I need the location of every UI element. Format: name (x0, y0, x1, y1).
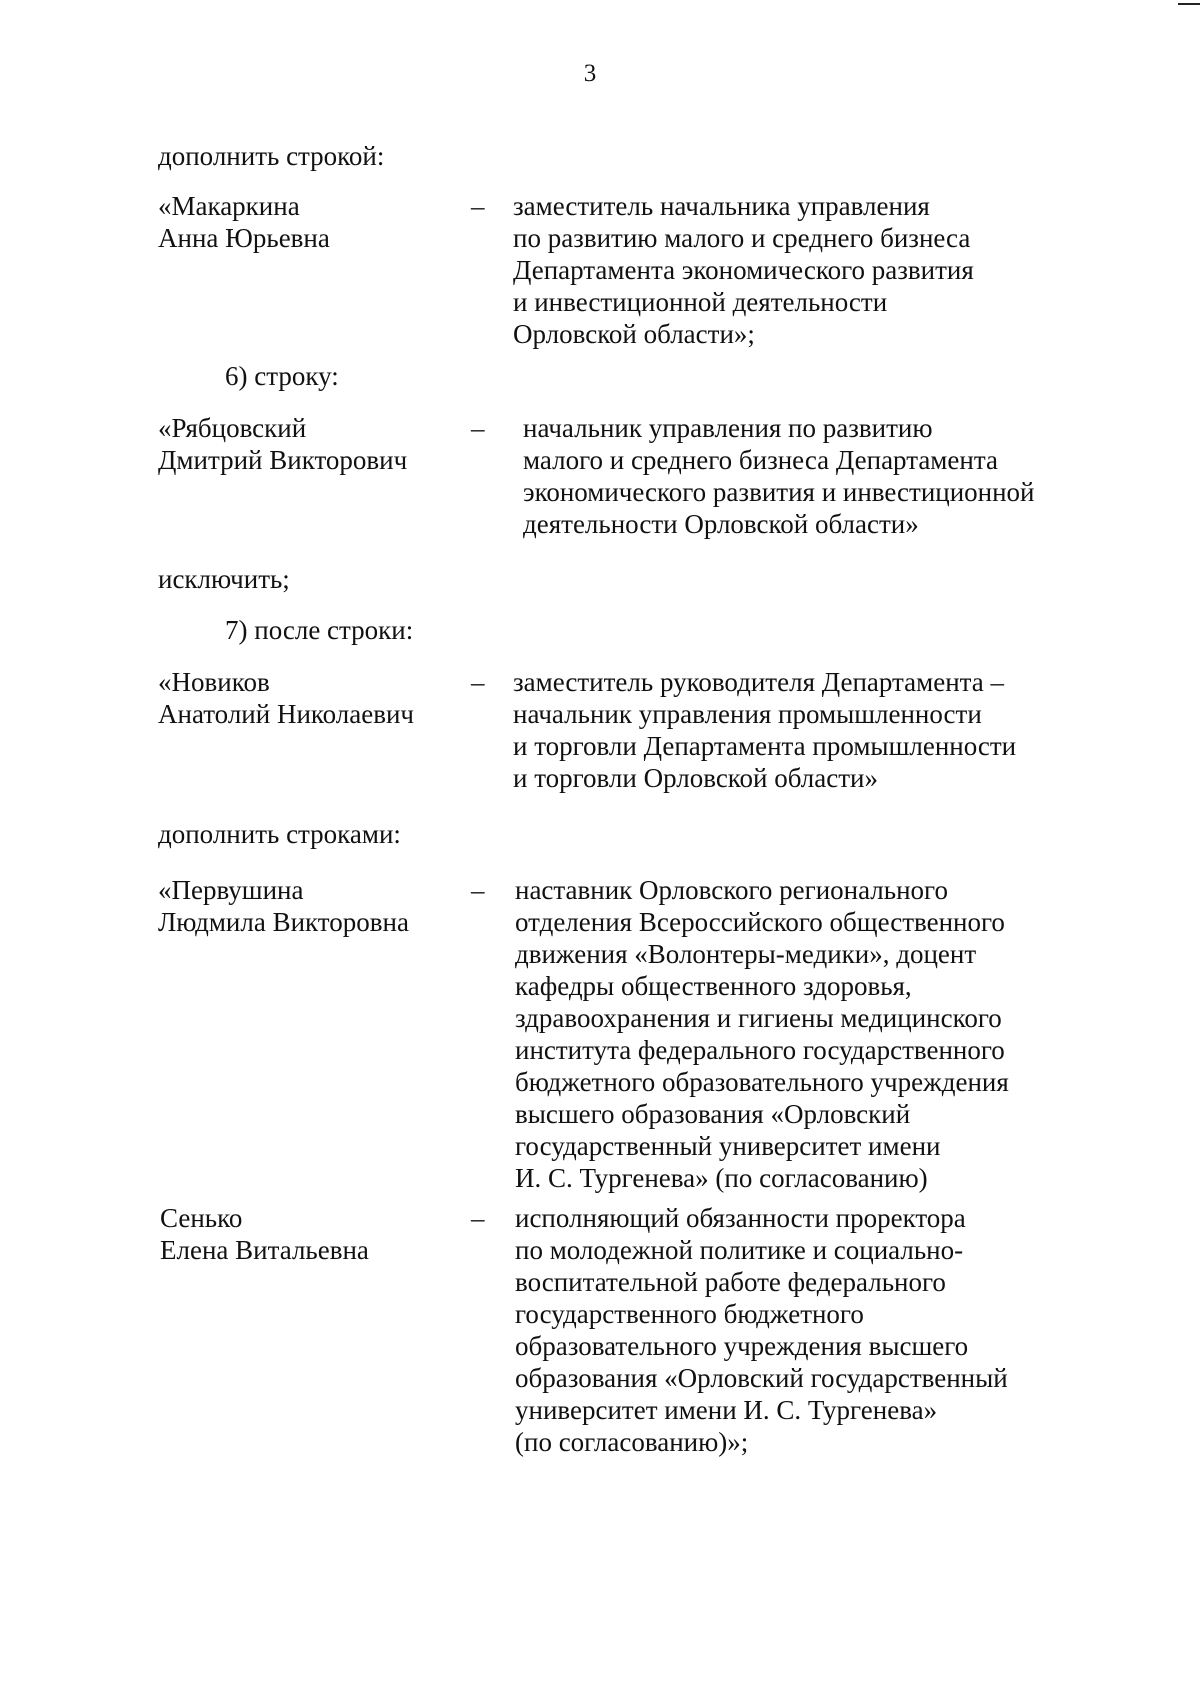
position-line: кафедры общественного здоровья, (515, 971, 912, 1001)
instruction-exclude: исключить; (158, 564, 290, 594)
position-line: высшего образования «Орловский (515, 1099, 911, 1129)
position-line: начальник управления по развитию (523, 413, 933, 443)
position-line: и инвестиционной деятельности (513, 287, 888, 317)
name-line: Елена Витальевна (160, 1235, 369, 1265)
name-line: Дмитрий Викторович (158, 445, 408, 475)
instruction-add-line: дополнить строкой: (158, 141, 385, 171)
dash-separator: – (471, 875, 485, 905)
position-line: государственного бюджетного (515, 1299, 864, 1329)
position-line: и торговли Орловской области» (513, 763, 879, 793)
position-line: Орловской области»; (513, 319, 755, 349)
position-ryabtsovsky (523, 412, 1035, 540)
person-name-ryabtsovsky (158, 412, 407, 476)
name-line: Анна Юрьевна (158, 223, 330, 253)
name-line: «Макаркина (158, 191, 300, 221)
instruction-add-lines: дополнить строками: (158, 819, 401, 849)
position-line: по развитию малого и среднего бизнеса (513, 223, 971, 253)
position-line: движения «Волонтеры-медики», доцент (515, 939, 977, 969)
position-line: государственный университет имени (515, 1131, 941, 1161)
position-line: образовательного учреждения высшего (515, 1331, 969, 1361)
position-line: здравоохранения и гигиены медицинского (515, 1003, 1002, 1033)
position-line: экономического развития и инвестиционной (523, 477, 1035, 507)
person-name-novikov (158, 666, 414, 730)
position-line: И. С. Тургенева» (по согласованию) (515, 1163, 928, 1193)
position-line: по молодежной политике и социально- (515, 1235, 964, 1265)
position-makarkina (513, 190, 974, 350)
position-novikov (513, 666, 1016, 794)
scan-edge-mark (1178, 3, 1200, 5)
page-number: 3 (583, 60, 597, 87)
position-line: Департамента экономического развития (513, 255, 974, 285)
position-line: наставник Орловского регионального (515, 875, 948, 905)
name-line: Людмила Викторовна (158, 907, 409, 937)
position-line: (по согласованию)»; (515, 1427, 749, 1457)
position-line: начальник управления промышленности (513, 699, 982, 729)
position-line: и торговли Департамента промышленности (513, 731, 1017, 761)
name-line: «Первушина (158, 875, 304, 905)
position-line: образования «Орловский государственный (515, 1363, 1008, 1393)
item-6-heading: 6) строку: (225, 361, 339, 391)
person-name-senko (160, 1202, 369, 1266)
name-line: «Новиков (158, 667, 270, 697)
position-line: университет имени И. С. Тургенева» (515, 1395, 938, 1425)
position-line: заместитель начальника управления (513, 191, 930, 221)
position-line: заместитель руководителя Департамента – (513, 667, 1005, 697)
item-7-heading: 7) после строки: (225, 615, 414, 645)
person-name-makarkina (158, 190, 330, 254)
position-pervushina (515, 874, 1009, 1194)
position-line: деятельности Орловской области» (523, 509, 919, 539)
dash-separator: – (471, 191, 485, 221)
position-line: бюджетного образовательного учреждения (515, 1067, 1009, 1097)
position-line: малого и среднего бизнеса Департамента (523, 445, 998, 475)
name-line: Сенько (160, 1203, 243, 1233)
person-name-pervushina (158, 874, 409, 938)
position-line: отделения Всероссийского общественного (515, 907, 1005, 937)
position-senko (515, 1202, 1008, 1458)
dash-separator: – (471, 413, 485, 443)
position-line: воспитательной работе федерального (515, 1267, 946, 1297)
position-line: исполняющий обязанности проректора (515, 1203, 966, 1233)
dash-separator: – (471, 667, 485, 697)
position-line: института федерального государственного (515, 1035, 1005, 1065)
name-line: Анатолий Николаевич (158, 699, 414, 729)
dash-separator: – (471, 1203, 485, 1233)
name-line: «Рябцовский (158, 413, 307, 443)
